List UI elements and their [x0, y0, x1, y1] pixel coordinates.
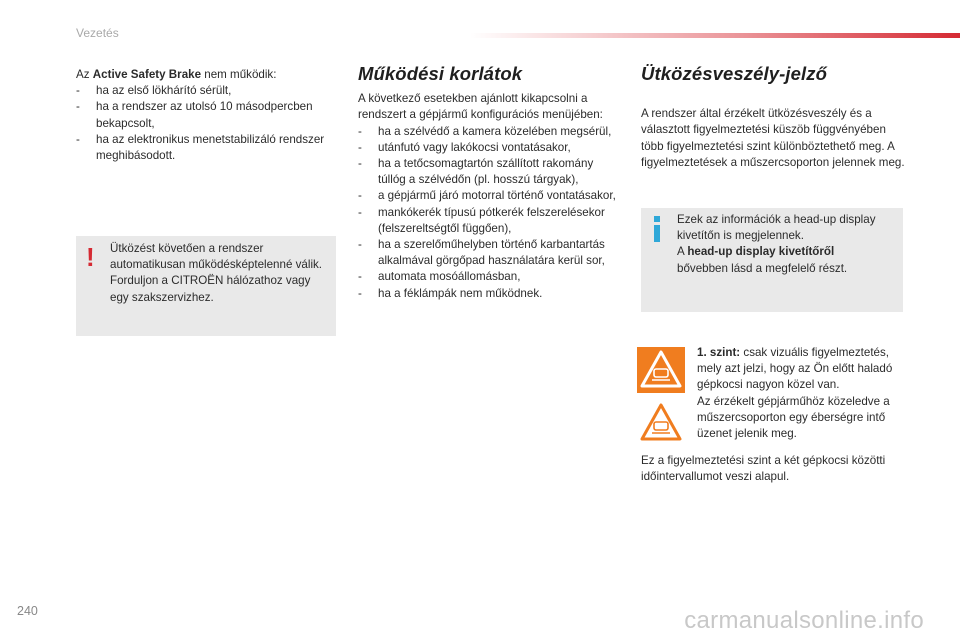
level-1-text-2: Az érzékelt gépjárműhöz közeledve a műszercsoporton egy éberségre intő üzenet jelenik meg.	[697, 394, 890, 441]
intro-paragraph: A következő esetekben ajánlott kikapcsolni a rendszert a gépjármű konfigurációs menüjében:	[358, 92, 603, 122]
list-item: - mankókerék típusú pótkerék felszerelésekor (felszereltségtől függően),	[358, 205, 616, 237]
limitations-list	[358, 124, 616, 302]
intro-bold: Active Safety Brake	[92, 68, 202, 81]
warning-text: Ütközést követően a rendszer automatikusan működésképtelenné válik. Forduljon a CITROËN hálózathoz vagy egy szakszervizhez.	[110, 242, 323, 304]
list-item: - ha az első lökhárító sérült,	[76, 83, 338, 99]
description-paragraph: A rendszer által érzékelt ütközésveszély és a választott figyelmeztetési küszöb függvényében több figyelmeztetési szint különböztethető meg. A figyelmeztetések a műszercsoporton jelennek meg.	[641, 107, 905, 169]
list-item: - ha a szélvédő a kamera közelében megsérül,	[358, 124, 616, 140]
header-accent-line	[470, 33, 960, 38]
section-title: Működési korlátok	[358, 63, 523, 84]
inactive-conditions-list	[76, 83, 338, 164]
info-icon	[653, 216, 661, 244]
watermark: carmanualsonline.info	[684, 607, 924, 634]
info-line-1: Ezek az információk a head-up display kivetítőn is megjelennek.	[677, 213, 876, 243]
list-item: - ha az elektronikus menetstabilizáló rendszer meghibásodott.	[76, 132, 338, 164]
section-name: Vezetés	[76, 26, 119, 40]
level-text: csak vizuális figyelmeztetés, mely azt jelzi, hogy az Ön előtt haladó gépkocsi nagyon közel van.	[697, 346, 893, 392]
level-label: 1. szint:	[697, 346, 741, 359]
column-2	[358, 63, 616, 302]
list-item: - utánfutó vagy lakókocsi vontatásakor,	[358, 140, 616, 156]
level-1-description	[697, 345, 909, 442]
warning-box	[76, 236, 336, 336]
info-bold: head-up display kivetítőről	[687, 245, 835, 259]
collision-warning-white-icon	[637, 400, 685, 446]
intro-prefix: Az	[76, 68, 93, 81]
exclamation-icon: !	[86, 242, 95, 272]
list-item: - ha a rendszer az utolsó 10 másodpercben bekapcsolt,	[76, 99, 338, 131]
final-paragraph	[641, 453, 909, 485]
column-3	[641, 63, 909, 171]
info-prefix: A	[677, 245, 688, 259]
info-box	[641, 208, 903, 312]
section-title: Ütközésveszély-jelző	[641, 63, 828, 84]
collision-warning-orange-icon	[637, 347, 685, 393]
list-item: - ha a szerelőműhelyben történő karbantartás alkalmával görgőpad használatára kerül sor,	[358, 237, 616, 269]
intro-line	[76, 67, 338, 83]
final-text: Ez a figyelmeztetési szint a két gépkocsi közötti időintervallumot veszi alapul.	[641, 454, 886, 484]
page-number: 240	[17, 604, 38, 618]
list-item: - automata mosóállomásban,	[358, 269, 616, 285]
list-item: - a gépjármű járó motorral történő vontatásakor,	[358, 188, 616, 204]
page-header	[0, 0, 960, 48]
intro-suffix: nem működik:	[201, 68, 277, 81]
info-text	[677, 212, 899, 277]
list-item: - ha a tetőcsomagtartón szállított rakomány túllóg a szélvédőn (pl. hosszú tárgyak),	[358, 156, 616, 188]
level-1-text	[697, 345, 909, 394]
info-line-2	[677, 244, 899, 260]
column-1	[76, 67, 338, 164]
info-line-3: bővebben lásd a megfelelő részt.	[677, 261, 848, 275]
list-item: - ha a féklámpák nem működnek.	[358, 286, 616, 302]
